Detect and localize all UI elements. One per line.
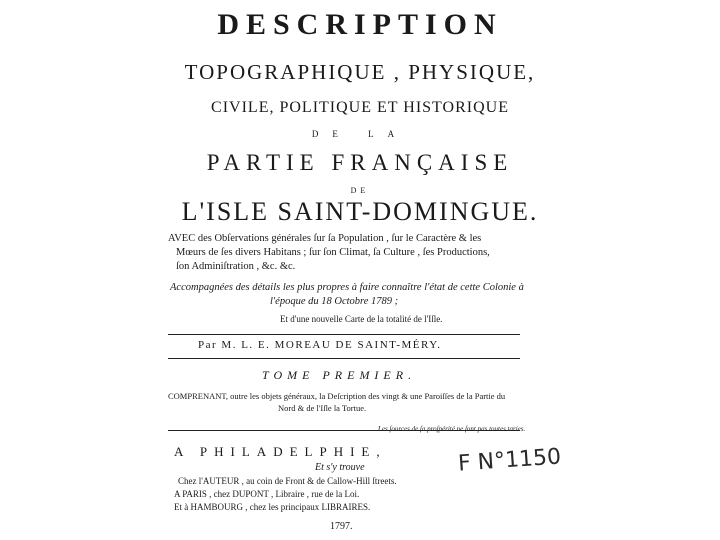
comprenant-line-1: COMPRENANT, outre les objets généraux, la Deſcription des vingt & une Paroiſſes de la Partie du [168, 391, 506, 401]
sources-note: Les ſources de ſa proſpérité ne ſont pas toutes taries. [378, 425, 526, 433]
divider-rule [168, 358, 520, 359]
partie-francaise-line: PARTIE FRANÇAISE [206, 150, 514, 175]
chez-auteur-line: Chez l'AUTEUR , au coin de Front & de Callow-Hill ſtreets. [178, 476, 397, 486]
comprenant-line-2: Nord & de l'Iſle la Tortue. [278, 403, 367, 413]
hambourg-line: Et à HAMBOURG , chez les principaux LIBRAIRES. [174, 502, 371, 512]
philadelphie-imprint: A PHILADELPHIE, [174, 444, 387, 459]
publication-year: 1797. [330, 521, 353, 532]
subtitle-line-2: CIVILE, POLITIQUE ET HISTORIQUE [211, 99, 509, 116]
divider-rule [168, 334, 520, 335]
library-stamp: F N°1150 [457, 444, 562, 477]
subtitle-line-1: TOPOGRAPHIQUE , PHYSIQUE, [184, 60, 536, 84]
et-sy-trouve: Et s'y trouve [315, 462, 365, 473]
accompagnees-line-2: l'époque du 18 Octobre 1789 ; [270, 296, 399, 307]
accompagnees-line-1: Accompagnées des détails les plus propres à faire connaître l'état de cette Colonie à [170, 282, 524, 293]
avec-line-3: ſon Adminiſtration , &c. &c. [176, 261, 296, 272]
isle-saint-domingue-line: L'ISLE SAINT-DOMINGUE. [181, 197, 539, 226]
paris-line: A PARIS , chez DUPONT , Libraire , rue de la Loi. [174, 489, 360, 499]
de-line: DE [350, 186, 370, 195]
de-la-line: DE LA [311, 129, 409, 139]
divider-rule [168, 430, 520, 431]
carte-line: Et d'une nouvelle Carte de la totalité de l'Iſle. [280, 314, 443, 324]
author-line: Par M. L. E. MOREAU DE SAINT-MÉRY. [198, 339, 442, 351]
tome-premier: TOME PREMIER. [262, 368, 417, 382]
book-title: DESCRIPTION [217, 8, 503, 41]
avec-line-1: AVEC des Obſervations générales ſur ſa Population , ſur le Caractère & les [168, 233, 482, 244]
avec-line-2: Mœurs de ſes divers Habitans ; ſur ſon Climat, ſa Culture , ſes Productions, [176, 247, 490, 258]
